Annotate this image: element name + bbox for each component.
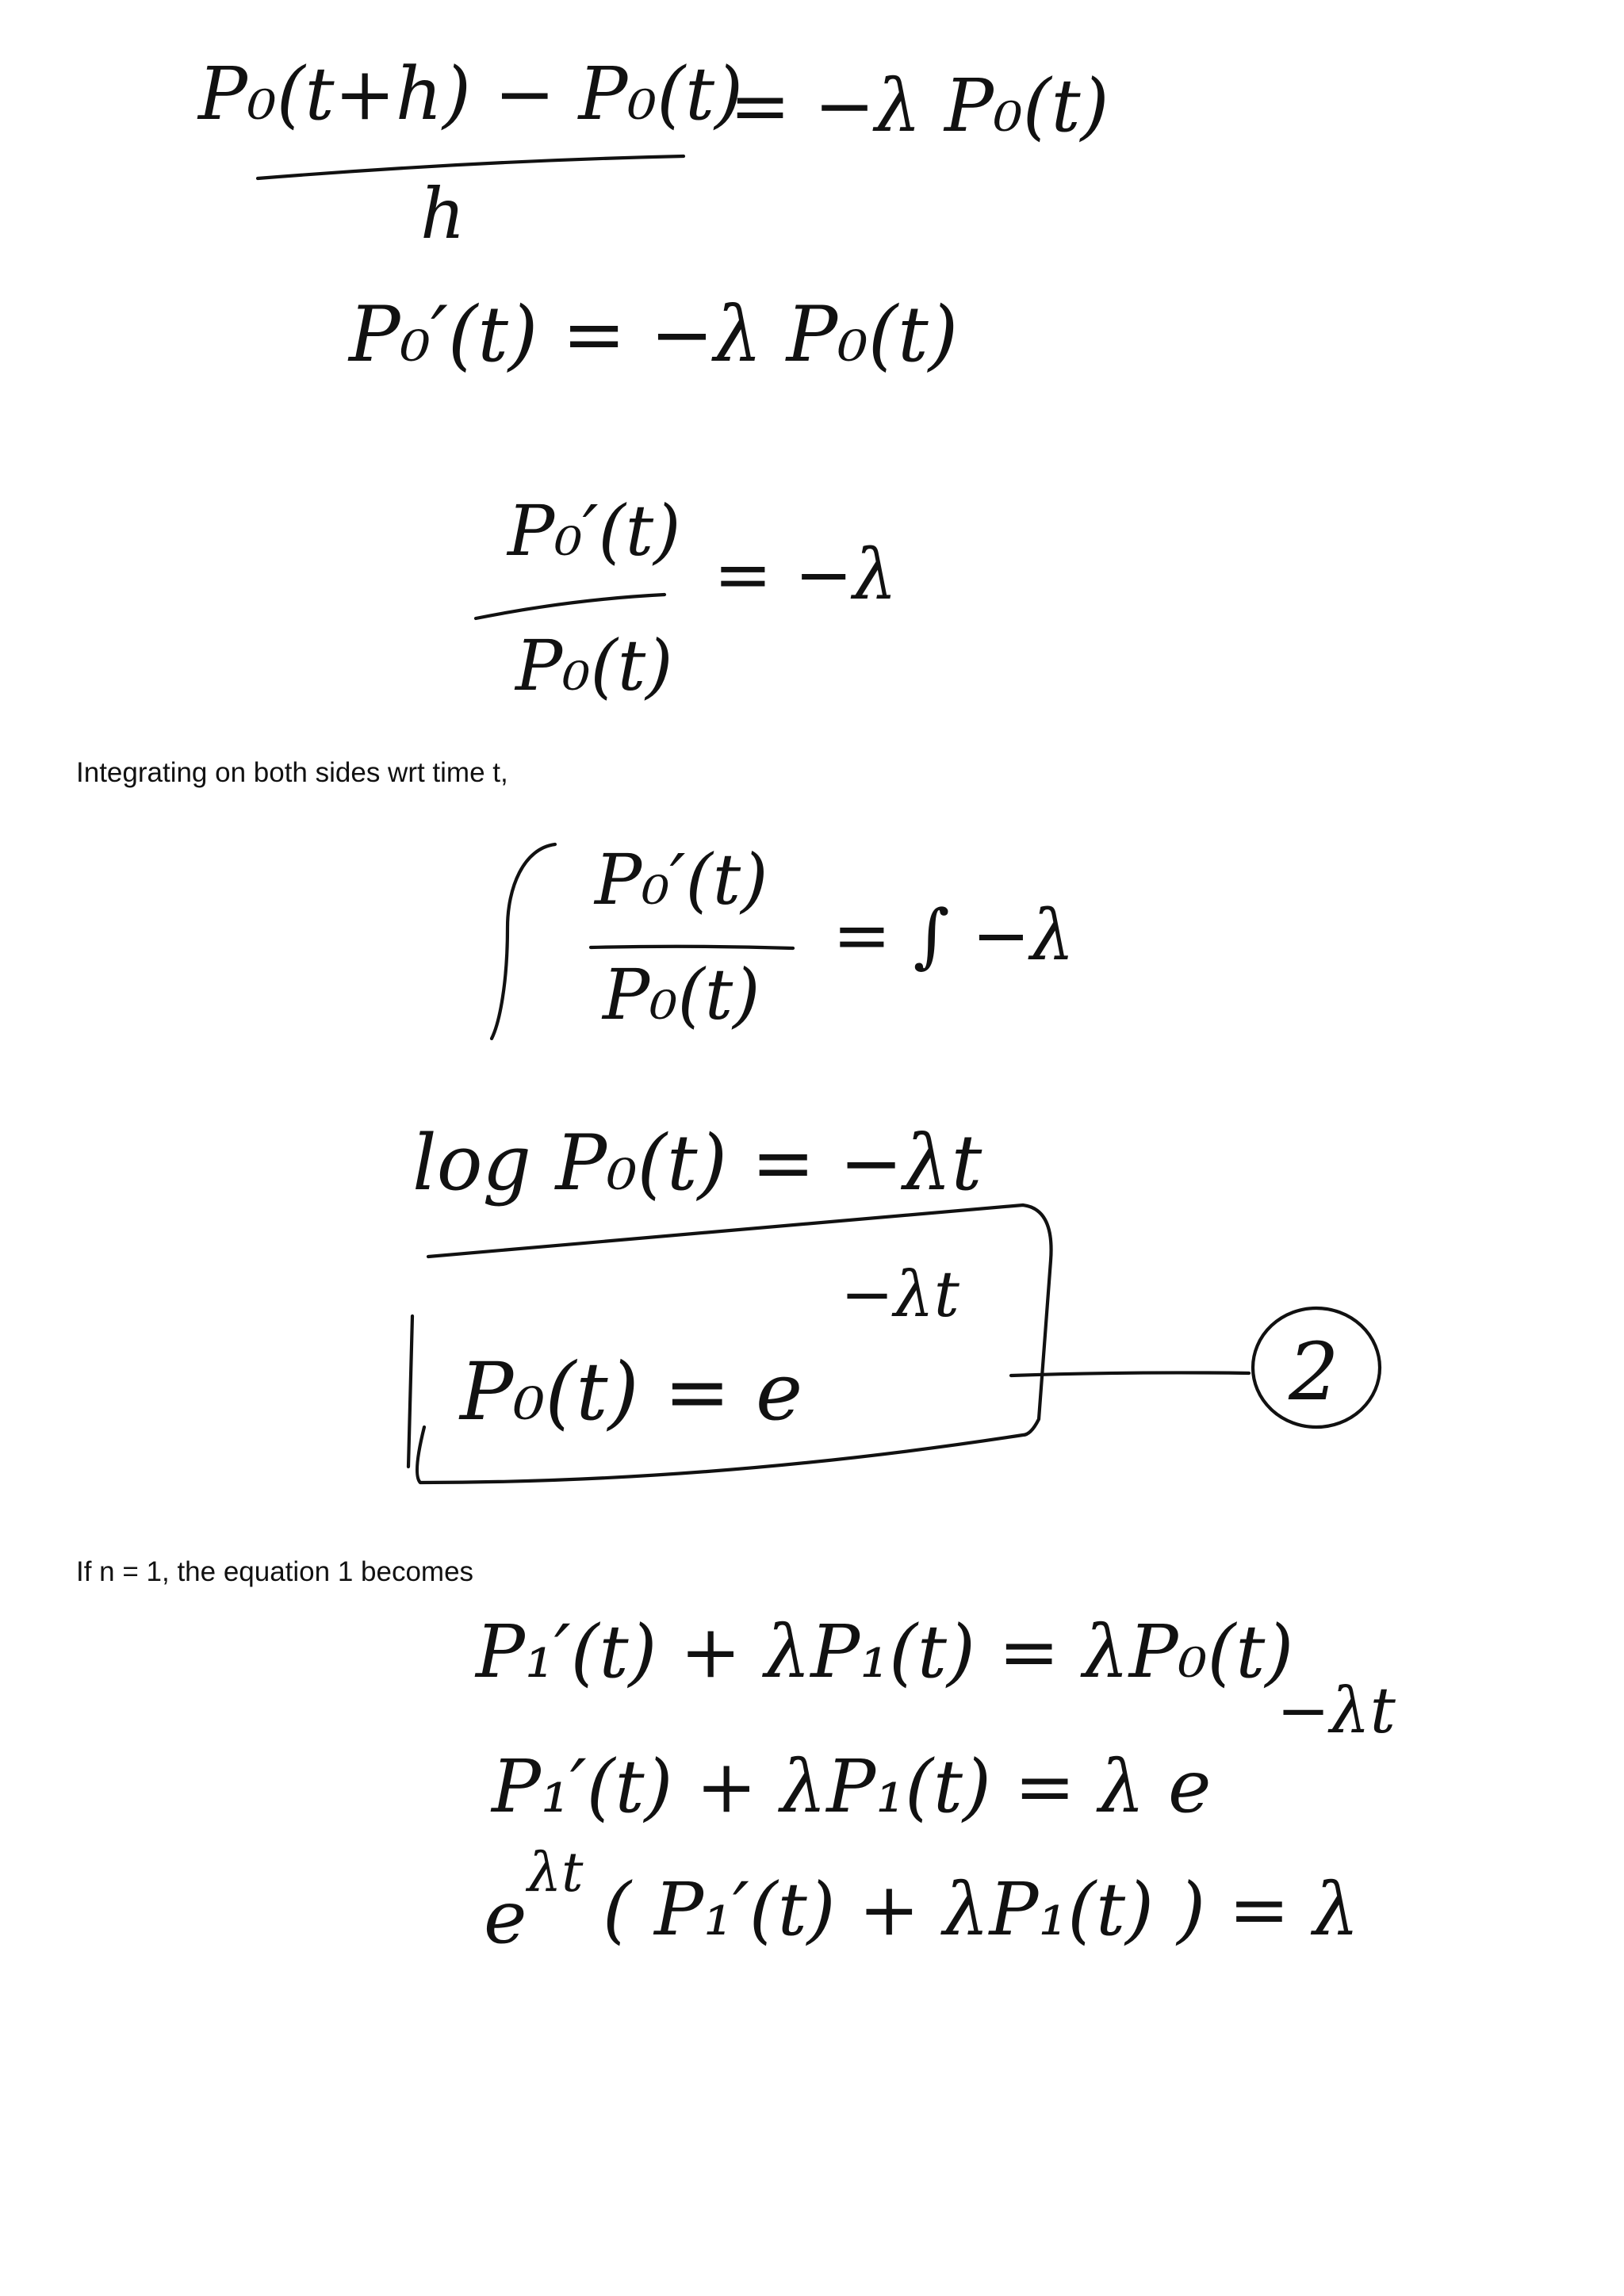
- eq2-text: P₀′(t) = −λ P₀(t): [349, 290, 959, 379]
- eq1-fraction-bar: [258, 156, 684, 178]
- eq1-numerator: P₀(t+h) − P₀(t): [198, 52, 743, 136]
- eq6-exponent: −λt: [841, 1257, 959, 1331]
- eq7-text: P₁′(t) + λP₁(t) = λP₀(t): [476, 1609, 1294, 1694]
- n-equals-one-note: If n = 1, the equation 1 becomes: [76, 1556, 474, 1587]
- eq9-body: ( P₁′(t) + λP₁(t) ) = λ: [603, 1867, 1360, 1952]
- eq4-denominator: P₀(t): [603, 954, 760, 1035]
- label-connector: [1011, 1372, 1249, 1376]
- equation-integral: [492, 839, 1074, 1039]
- eq5-text: log P₀(t) = −λt: [412, 1119, 982, 1207]
- result-box-left-edge: [408, 1316, 412, 1467]
- eq8-text: P₁′(t) + λP₁(t) = λ e: [492, 1744, 1212, 1829]
- eq3-rhs: = −λ: [714, 534, 898, 615]
- equation-boxed-result: [408, 1205, 1380, 1483]
- equation-ratio: [476, 490, 897, 706]
- equation-derivative: [347, 290, 958, 379]
- eq9-prefix: e: [484, 1875, 527, 1960]
- eq3-fraction-bar: [476, 595, 665, 618]
- integral-sign-left: [492, 844, 555, 1039]
- equation-difference-quotient: [197, 52, 1109, 254]
- eq4-rhs: = ∫ −λ: [833, 894, 1075, 976]
- eq8-exponent: −λt: [1277, 1674, 1396, 1747]
- eq4-fraction-bar: [591, 947, 793, 948]
- integrating-note: Integrating on both sides wrt time t,: [76, 757, 508, 788]
- eq6-label: 2: [1289, 1326, 1339, 1418]
- eq3-denominator: P₀(t): [515, 625, 673, 706]
- eq1-denominator: h: [420, 173, 465, 254]
- equation-log: [412, 1119, 982, 1207]
- equation-integrating-factor: [484, 1842, 1359, 1960]
- result-box: [417, 1205, 1051, 1483]
- eq4-numerator: P₀′(t): [595, 839, 768, 920]
- equation-n1-substituted: [490, 1674, 1396, 1829]
- eq1-rhs: = −λ P₀(t): [730, 63, 1109, 148]
- eq3-numerator: P₀′(t): [508, 490, 681, 572]
- equation-n1-first: [474, 1609, 1293, 1694]
- eq9-exponent: λt: [527, 1842, 584, 1904]
- eq6-text: P₀(t) = e: [460, 1345, 803, 1438]
